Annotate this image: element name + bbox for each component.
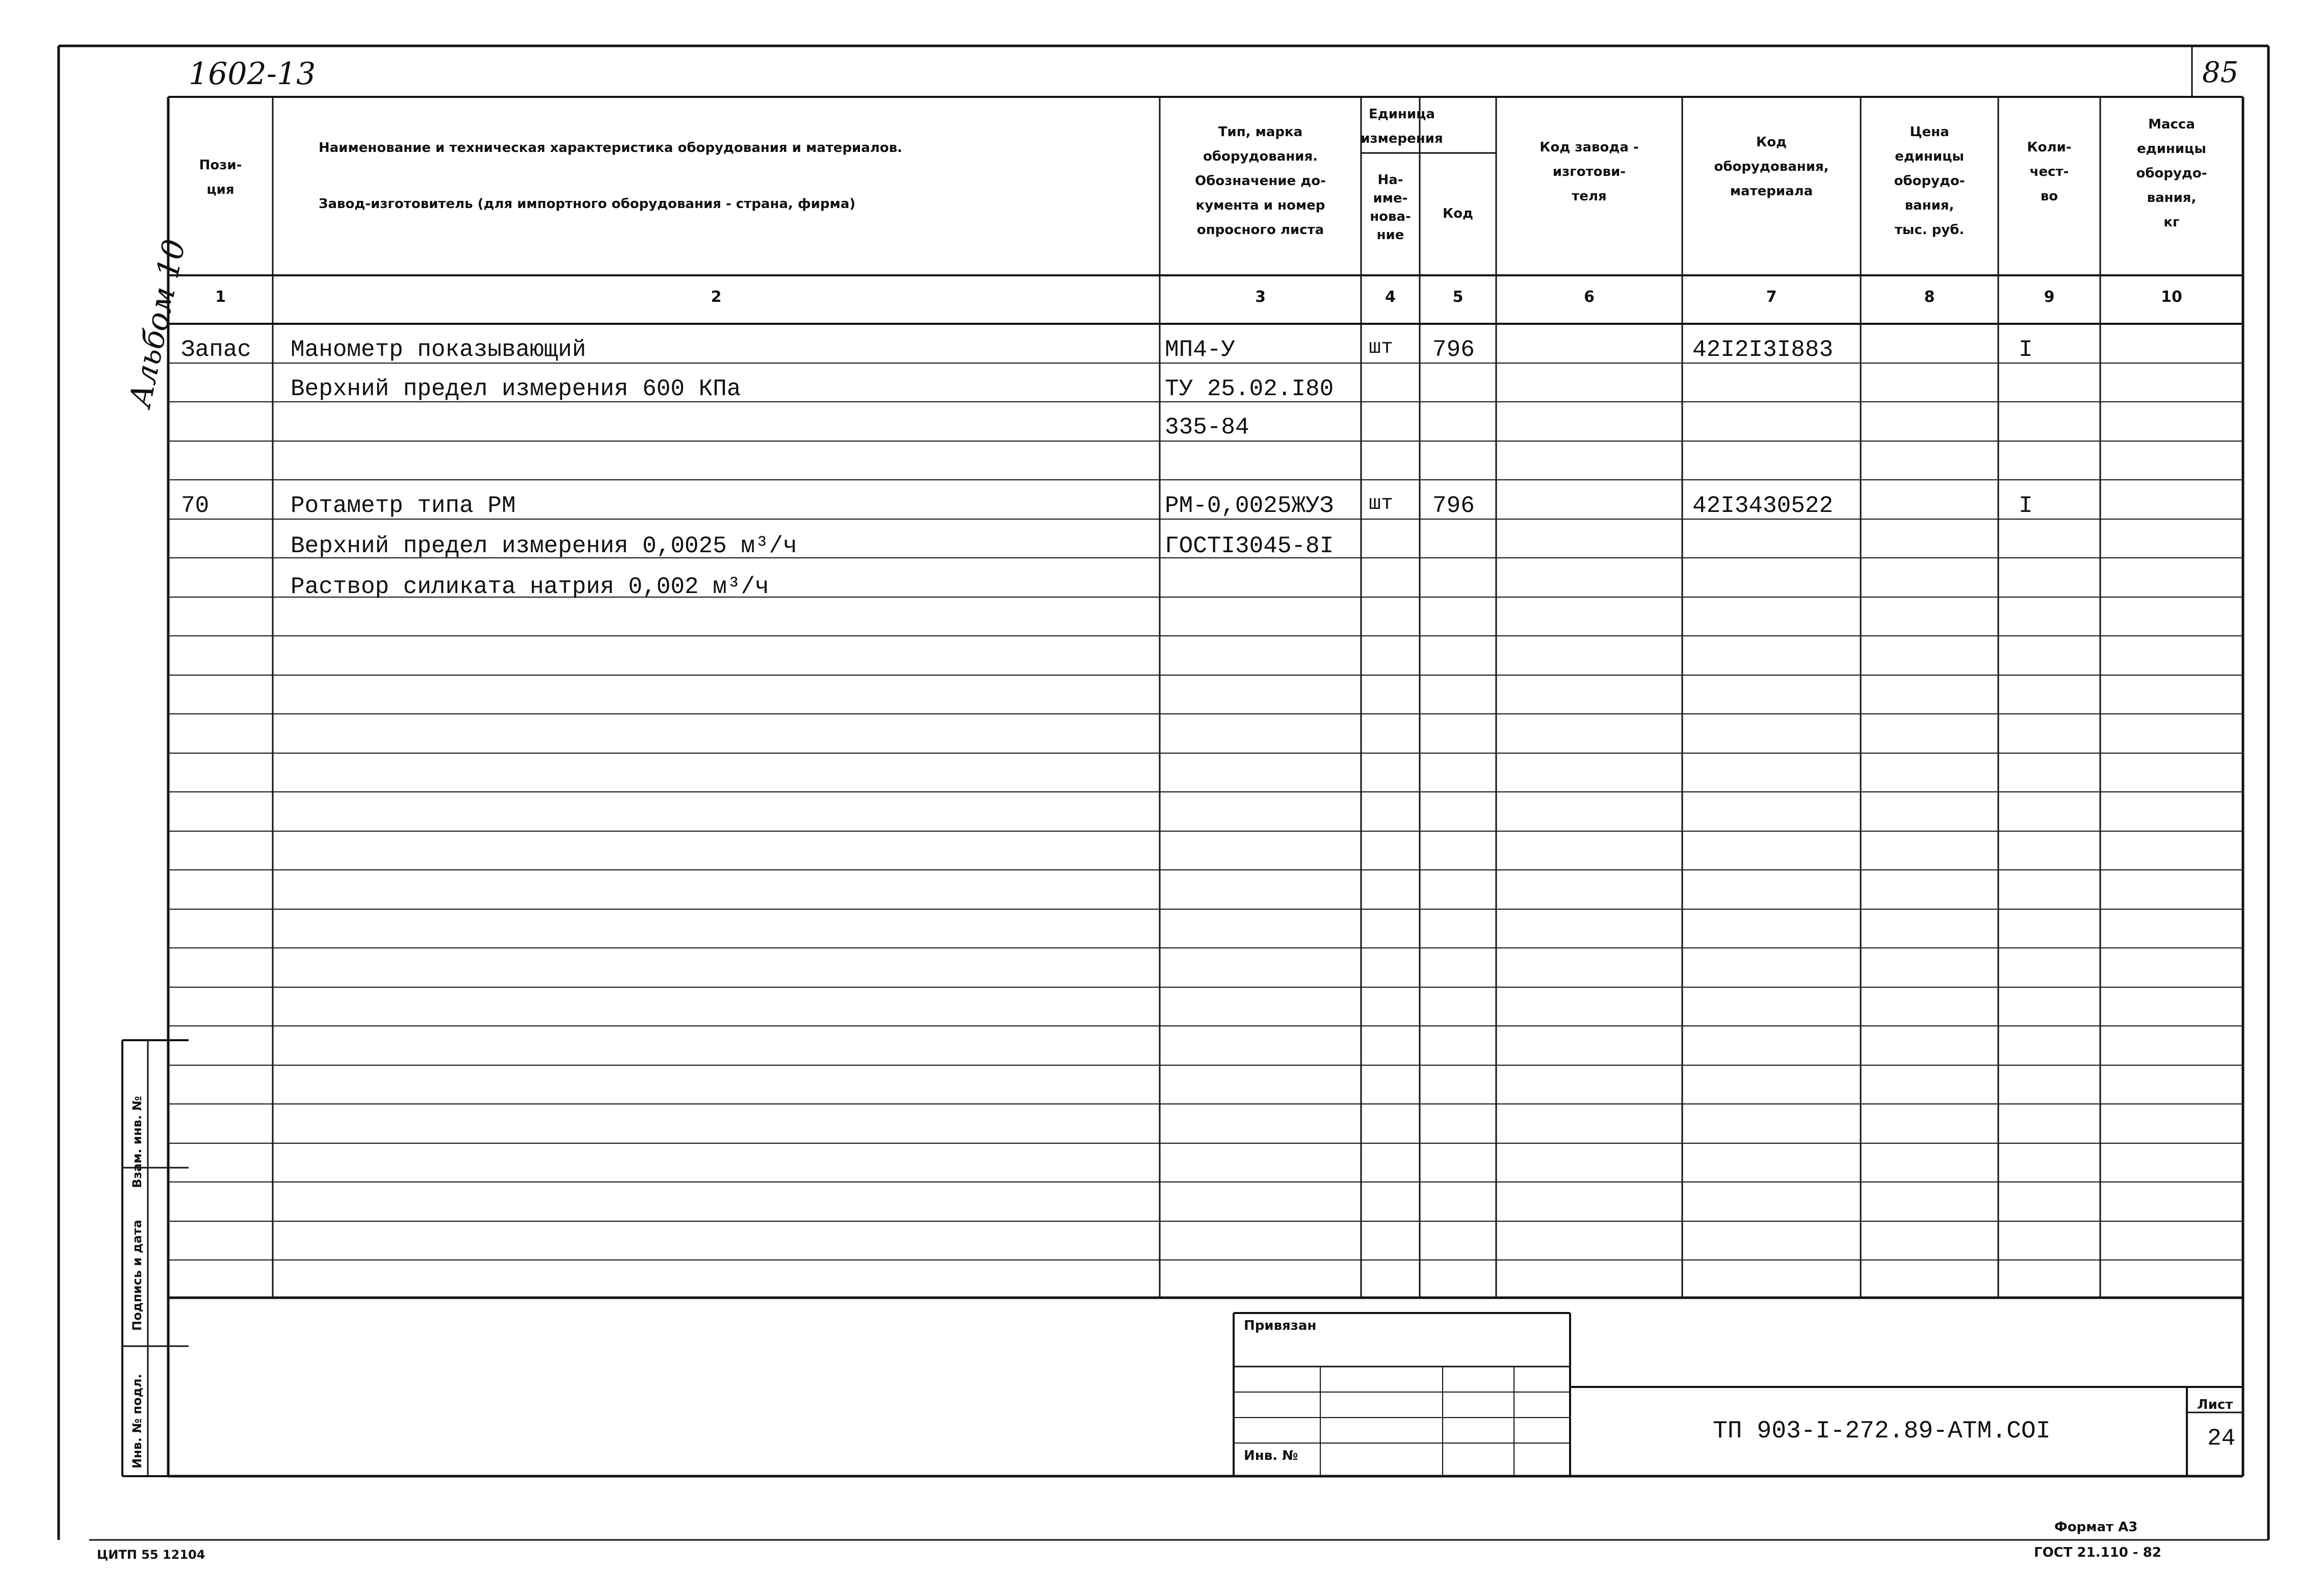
- col-number-7: 7: [1766, 288, 1777, 306]
- row-3-type: 335-84: [1165, 414, 1249, 441]
- vzam-inv-label: Взам. инв. №: [130, 1096, 144, 1188]
- row-1-unit: шт: [1369, 337, 1394, 359]
- col-header-7: Код оборудования, материала: [1714, 135, 1829, 199]
- sheet-number: 24: [2207, 1425, 2236, 1452]
- sign-date-label: Подпись и дата: [130, 1220, 144, 1331]
- row-5-equip-code: 42I3430522: [1692, 493, 1834, 519]
- inv-no-label: Инв. №: [1244, 1448, 1298, 1463]
- row-6-name: Верхний предел измерения 0,0025 м³/ч: [291, 533, 797, 559]
- col-number-4: 4: [1385, 288, 1396, 306]
- row-1-name: Манометр показывающий: [291, 337, 586, 363]
- row-1-qty: I: [2019, 337, 2033, 363]
- row-5-unit-code: 796: [1432, 493, 1475, 519]
- row-1-pos: Запас: [181, 337, 252, 363]
- col-number-10: 10: [2161, 288, 2182, 306]
- row-5-type: РМ-0,0025ЖУЗ: [1165, 493, 1334, 519]
- document-code: 1602-13: [189, 56, 316, 92]
- col-number-5: 5: [1452, 288, 1464, 306]
- row-7-name: Раствор силиката натрия 0,002 м³/ч: [291, 574, 769, 600]
- sheet-label: Лист: [2197, 1397, 2233, 1412]
- row-5-qty: I: [2019, 493, 2033, 519]
- unit-group-header-text: Единица измерения: [1361, 107, 1443, 146]
- row-1-equip-code: 42I2I3I883: [1692, 337, 1834, 363]
- col-number-3: 3: [1255, 288, 1266, 306]
- col-number-2: 2: [711, 288, 722, 306]
- col-header-8: Цена единицы оборудо- вания, тыс. руб.: [1894, 124, 1965, 238]
- row-5-pos: 70: [181, 493, 210, 519]
- printer-label: ЦИТП 55 12104: [97, 1548, 205, 1562]
- col-header-9: Коли- чест- во: [2027, 140, 2072, 204]
- col-number-8: 8: [1924, 288, 1935, 306]
- row-1-type: МП4-У: [1165, 337, 1236, 363]
- col-header-3: Тип, марка оборудования. Обозначение до- кумента и номер опросного листа: [1195, 124, 1326, 238]
- col-number-6: 6: [1584, 288, 1595, 306]
- row-1-unit-code: 796: [1432, 337, 1475, 363]
- inv-podl-label: Инв. № подл.: [130, 1374, 144, 1469]
- row-5-unit: шт: [1369, 493, 1394, 516]
- col-header-5: Код: [1442, 206, 1474, 221]
- privyazan-label: Привязан: [1244, 1318, 1317, 1333]
- row-5-name: Ротаметр типа РМ: [291, 493, 516, 519]
- col-header-4: На- име- нова- ние: [1370, 172, 1411, 243]
- col-header-2: Наименование и техническая характеристика оборудования и материалов. Завод-изготовитель (для импортного оборудования - страна, фирма): [319, 140, 903, 212]
- row-2-name: Верхний предел измерения 600 КПа: [291, 376, 741, 402]
- page-number: 85: [2202, 56, 2239, 89]
- unit-group-header: [1346, 102, 1458, 151]
- row-2-type: ТУ 25.02.I80: [1165, 376, 1334, 402]
- document-designation: ТП 903-I-272.89-АТМ.СОI: [1713, 1418, 2051, 1445]
- col-number-9: 9: [2044, 288, 2055, 306]
- format-label: Формат А3: [2054, 1520, 2138, 1535]
- album-label: Альбом 10: [122, 236, 193, 410]
- row-6-type: ГОСТI3045-8I: [1165, 533, 1334, 559]
- col-header-10: Масса единицы оборудо- вания, кг: [2136, 117, 2207, 230]
- col-header-6: Код завода - изготови- теля: [1539, 140, 1639, 204]
- col-number-1: 1: [215, 288, 226, 306]
- col-header-1: Пози- ция: [199, 158, 242, 197]
- gost-label: ГОСТ 21.110 - 82: [2034, 1545, 2161, 1560]
